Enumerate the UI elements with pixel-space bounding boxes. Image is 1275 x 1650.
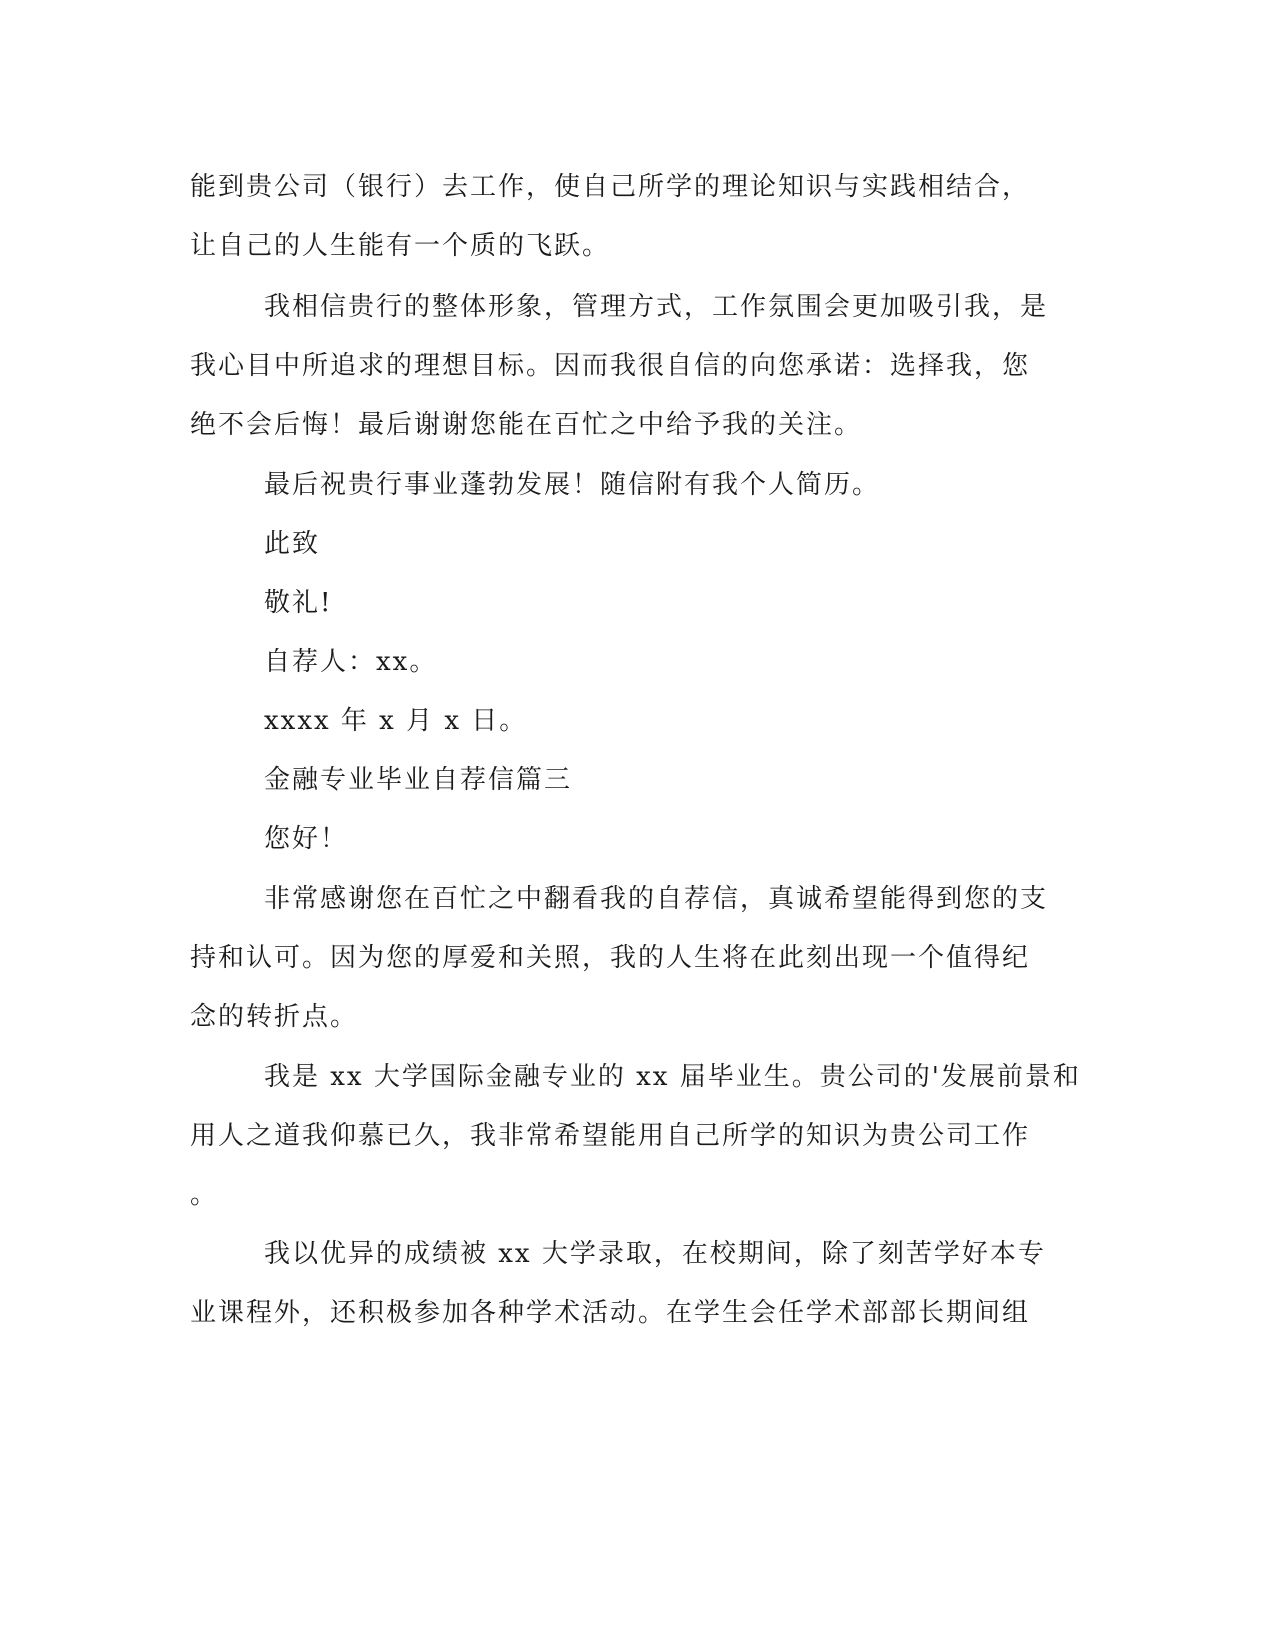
closing-line: 敬礼! xyxy=(264,588,333,618)
date-line: xxxx 年 x 月 x 日。 xyxy=(264,706,528,736)
text-line: 我相信贵行的整体形象，管理方式，工作氛围会更加吸引我，是 xyxy=(264,292,1049,322)
text-line: 我心目中所追求的理想目标。因而我很自信的向您承诺：选择我，您 xyxy=(190,351,1031,381)
section-title: 金融专业毕业自荐信篇三 xyxy=(264,765,573,795)
text-line: 能到贵公司（银行）去工作，使自己所学的理论知识与实践相结合， xyxy=(190,172,1031,202)
text-line: 我是 xx 大学国际金融专业的 xx 届毕业生。贵公司的'发展前景和 xyxy=(264,1062,1081,1092)
text-line: 绝不会后悔！最后谢谢您能在百忙之中给予我的关注。 xyxy=(190,410,863,440)
greeting-line: 您好！ xyxy=(264,824,349,854)
text-line: 。 xyxy=(190,1180,219,1210)
signature-line: 自荐人：xx。 xyxy=(264,647,438,677)
text-line: 用人之道我仰慕已久，我非常希望能用自己所学的知识为贵公司工作 xyxy=(190,1121,1031,1151)
closing-line: 此致 xyxy=(264,529,321,559)
text-line: 最后祝贵行事业蓬勃发展！随信附有我个人简历。 xyxy=(264,470,881,500)
text-line: 持和认可。因为您的厚爱和关照，我的人生将在此刻出现一个值得纪 xyxy=(190,943,1031,973)
text-line: 非常感谢您在百忙之中翻看我的自荐信，真诚希望能得到您的支 xyxy=(264,884,1049,914)
text-line: 业课程外，还积极参加各种学术活动。在学生会任学术部部长期间组 xyxy=(190,1298,1031,1328)
text-line: 我以优异的成绩被 xx 大学录取，在校期间，除了刻苦学好本专 xyxy=(264,1239,1046,1269)
text-line: 让自己的人生能有一个质的飞跃。 xyxy=(190,231,611,261)
text-line: 念的转折点。 xyxy=(190,1002,359,1032)
